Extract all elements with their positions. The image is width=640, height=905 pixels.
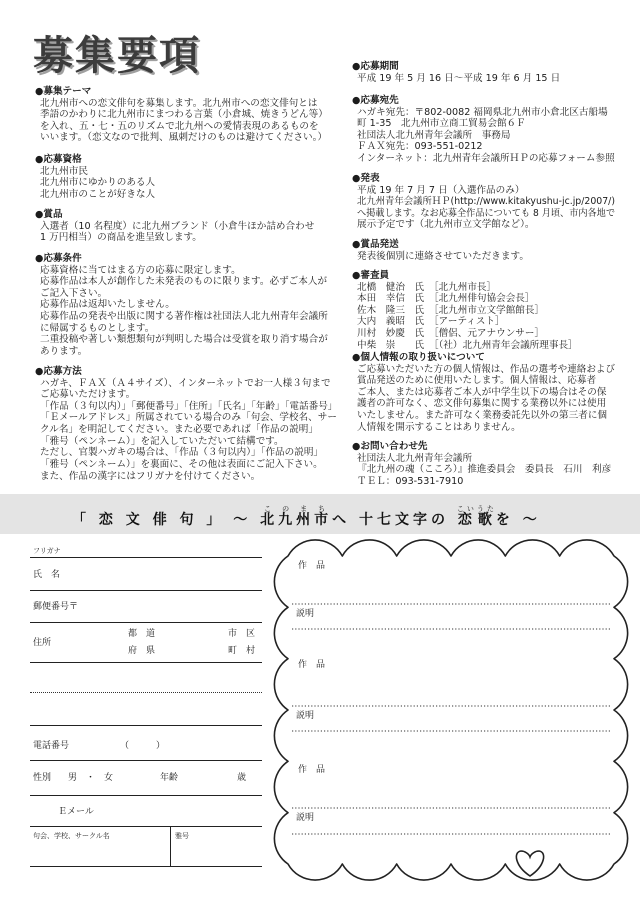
text-line: 町 1-35 北九州市立商工貿易会館６Ｆ — [357, 118, 526, 130]
cloud-border — [274, 540, 627, 880]
text-line: 1 万円相当）の商品を進呈致します。 — [40, 232, 202, 244]
banner-ruby-love-song — [456, 505, 497, 528]
text-line: 平成 19 年 7 月 7 日（入選作品のみ） — [357, 184, 525, 196]
work-label-2: 作 品 — [298, 660, 326, 670]
furigana-underline — [30, 557, 262, 558]
text-line: 北九州市への恋文俳句を募集します。北九州市への恋文俳句とは — [40, 97, 318, 109]
section-announcement — [352, 172, 627, 232]
text-line: に帰属するものとします。 — [40, 322, 155, 334]
description-label-2: 説明 — [296, 711, 315, 721]
text-line: 季語のかわりに北九州市にまつわる言葉（小倉城、焼きうどん等） — [40, 109, 328, 121]
name-underline — [30, 590, 262, 591]
section-body — [35, 98, 328, 145]
text-line: ご応募いただいた方の個人情報は、作品の選考や連絡および — [357, 363, 615, 375]
group-name-label: 句会、学校、サークル名 — [33, 832, 110, 840]
banner-part: 「 恋 文 俳 句 」 ～ — [72, 512, 261, 528]
section-body — [35, 166, 155, 201]
text-line: 応募作品は返却いたしません。 — [40, 299, 175, 311]
section-prize-delivery — [352, 238, 529, 263]
text-line: 中柴 崇 氏 ［（社）北九州青年会議所理事長］ — [357, 339, 578, 351]
text-line: インターネット：北九州青年会議所ＨＰの応募フォーム参照 — [357, 153, 615, 165]
work-label-1: 作 品 — [298, 561, 326, 571]
ruby-base: 北九州市 — [260, 512, 333, 528]
section-body — [352, 453, 611, 488]
page-title: 募集要項 — [33, 33, 201, 79]
ruby-reading: こいうた — [456, 505, 497, 513]
text-line: を入れ、五・七・五のリズムで北九州への愛情表現のあるものを — [40, 120, 319, 132]
section-contact — [352, 440, 611, 488]
text-line: 入選者（10 名程度）に北九州ブランド（小倉牛ほか詰め合わせ — [40, 220, 315, 232]
text-line: 人情報を開示することはありません。 — [357, 421, 521, 433]
phone-underline — [30, 760, 262, 761]
section-heading: ●個人情報の取り扱いについて — [352, 351, 485, 363]
section-body — [35, 265, 328, 358]
section-body — [352, 364, 616, 434]
text-line: あります。 — [40, 345, 88, 357]
text-line: へ掲載します。なお応募全作品についても 8 月頃、市内各地で — [357, 207, 616, 219]
text-line: 二重投稿や著しい類想類句が判明した場合は受賞を取り消す場合が — [40, 334, 328, 346]
section-body — [35, 378, 337, 483]
description-label-1: 説明 — [296, 609, 315, 619]
section-body — [352, 282, 578, 352]
text-line: 本田 幸信 氏 ［北九州俳句協会会長］ — [357, 293, 535, 305]
age-label: 年齢 — [160, 773, 179, 783]
gender-age-underline — [30, 795, 262, 796]
text-line: ご応募いただけます。 — [40, 389, 136, 401]
text-line: 応募作品は本人が創作した未発表のものに限ります。必ずご本人が — [40, 276, 328, 288]
city-label-top: 市 区 — [228, 629, 256, 639]
ruby-base: 恋歌 — [456, 512, 497, 528]
text-line: 佐木 隆三 氏 ［北九州市立文学館館長］ — [357, 304, 545, 316]
section-heading: ●募集テーマ — [35, 85, 92, 97]
section-heading: ●賞品発送 — [352, 238, 399, 250]
section-eligibility — [35, 153, 155, 201]
text-line: 「Ｅメールアドレス」所属されている場合のみ「句会、学校名、サー — [40, 412, 337, 424]
age-unit: 歳 — [237, 773, 247, 783]
text-line: 護者の許可なく、恋文俳句募集に関する業務以外には使用 — [357, 398, 607, 410]
section-body — [35, 221, 314, 244]
text-line: ご記入下さい。 — [40, 287, 108, 299]
furigana-label: フリガナ — [33, 547, 61, 555]
text-line: クル名」を明記してください。また必要であれば「作品の説明」 — [40, 424, 318, 436]
section-privacy — [352, 351, 616, 434]
form-bottom-line — [30, 866, 262, 867]
section-body — [352, 73, 560, 85]
email-underline — [30, 826, 262, 827]
section-how-to-apply — [35, 365, 337, 483]
section-period — [352, 60, 560, 85]
text-line: 発表後個別に連絡させていただきます。 — [357, 250, 529, 262]
section-heading: ●応募条件 — [35, 252, 82, 264]
section-body — [352, 107, 615, 165]
section-heading: ●審査員 — [352, 269, 390, 281]
text-line: 『北九州の魂（こころ）』推進委員会 委員長 石川 利彦 — [357, 464, 612, 476]
section-judges — [352, 269, 578, 352]
address-underline-2 — [30, 725, 262, 726]
email-label: Ｅメール — [58, 807, 94, 817]
section-body — [352, 185, 627, 232]
text-line: ご本人、または応募者ご本人が中学生以下の場合はその保 — [357, 386, 607, 398]
gender-label: 性別 — [33, 773, 52, 783]
city-label-bottom: 町 村 — [228, 646, 256, 656]
text-line: 北九州市のことが好きな人 — [40, 188, 156, 200]
text-line: ただし、官製ハガキの場合は、「作品（３句以内）」「作品の説明」 — [40, 447, 324, 459]
section-body — [352, 251, 529, 263]
work-label-3: 作 品 — [298, 765, 326, 775]
phone-area-code-parens: （ ） — [120, 741, 166, 751]
postal-code-label: 郵便番号〒 — [33, 602, 79, 612]
text-line: 北橋 健治 氏 ［北九州市長］ — [357, 281, 497, 293]
text-line: 川村 妙慶 氏 ［僧侶、元アナウンサー］ — [357, 328, 545, 340]
banner-title — [72, 505, 541, 532]
section-address — [352, 94, 615, 165]
section-heading: ●応募宛先 — [352, 94, 399, 106]
text-line: いたしません。また許可なく業務委託先以外の第三者に個 — [357, 410, 608, 422]
banner-ruby-city — [260, 505, 333, 528]
text-line: 社団法人北九州青年会議所 事務局 — [357, 129, 511, 141]
text-line: ＴＥＬ：093-531-7910 — [357, 475, 464, 487]
text-line: ＦＡＸ宛先：093-551-0212 — [357, 141, 483, 153]
section-prize — [35, 208, 314, 244]
banner-part: を ～ — [495, 512, 541, 528]
text-line: 展示予定です（北九州市立文学館など）。 — [357, 219, 535, 231]
text-line: ハガキ、ＦＡＸ（Ａ４サイズ）、インターネットでお一人様３句まで — [40, 377, 331, 389]
section-heading: ●賞品 — [35, 208, 63, 220]
text-line: 北九州市にゆかりのある人 — [40, 177, 156, 189]
section-theme — [35, 85, 328, 145]
section-heading: ●お問い合わせ先 — [352, 440, 428, 452]
text-line: 「雅号（ペンネーム）」を裏面に、その他は表面にご記入下さい。 — [40, 458, 323, 470]
prefecture-label-top: 都 道 — [128, 629, 156, 639]
section-conditions — [35, 252, 328, 358]
address-underline — [30, 662, 262, 663]
address-label: 住所 — [33, 638, 52, 648]
phone-label: 電話番号 — [33, 741, 70, 751]
text-line: いいます。（恋文なので批判、風刺だけのものは避けてください。） — [40, 132, 328, 144]
prefecture-label-bottom: 府 県 — [128, 646, 156, 656]
postal-code-underline — [30, 622, 262, 623]
text-line: 「雅号（ペンネーム）」を記入していただいて結構です。 — [40, 435, 284, 447]
pen-name-label: 雅号 — [175, 832, 189, 840]
text-line: 平成 19 年 5 月 16 日～平成 19 年 6 月 15 日 — [357, 72, 561, 84]
section-heading: ●応募期間 — [352, 60, 399, 72]
section-heading: ●応募資格 — [35, 153, 82, 165]
text-line: 「作品（３句以内）」「郵便番号」「住所」「氏名」「年齢」「電話番号」 — [40, 400, 338, 412]
entry-cloud — [260, 530, 640, 890]
banner-part: へ 十七文字の — [332, 512, 458, 528]
ruby-reading: このまち — [260, 505, 333, 513]
text-line: 大内 義昭 氏 ［アーティスト］ — [357, 316, 505, 328]
text-line: 北九州青年会議所ＨＰ(http://www.kitakyushu-jc.jp/2007/) — [357, 196, 615, 208]
text-line: 賞品発送のために使用いたします。個人情報は、応募者 — [357, 375, 597, 387]
text-line: 応募作品の発表や出版に関する著作権は社団法人北九州青年会議所 — [40, 311, 328, 323]
section-heading: ●応募方法 — [35, 365, 82, 377]
name-label: 氏 名 — [33, 570, 61, 580]
gender-options: 男 ・ 女 — [68, 773, 114, 783]
address-dotted-line — [30, 692, 262, 693]
section-heading: ●発表 — [352, 172, 380, 184]
description-label-3: 説明 — [296, 813, 315, 823]
text-line: ハガキ宛先：〒802-0082 福岡県北九州市小倉北区古船場 — [357, 106, 608, 118]
text-line: 社団法人北九州青年会議所 — [357, 452, 473, 464]
text-line: 応募資格に当てはまる方の応募に限定します。 — [40, 264, 241, 276]
text-line: また、作品の漢字にはフリガナを付けてください。 — [40, 470, 261, 482]
text-line: 北九州市民 — [40, 165, 88, 177]
group-pen-name-divider — [170, 826, 171, 866]
